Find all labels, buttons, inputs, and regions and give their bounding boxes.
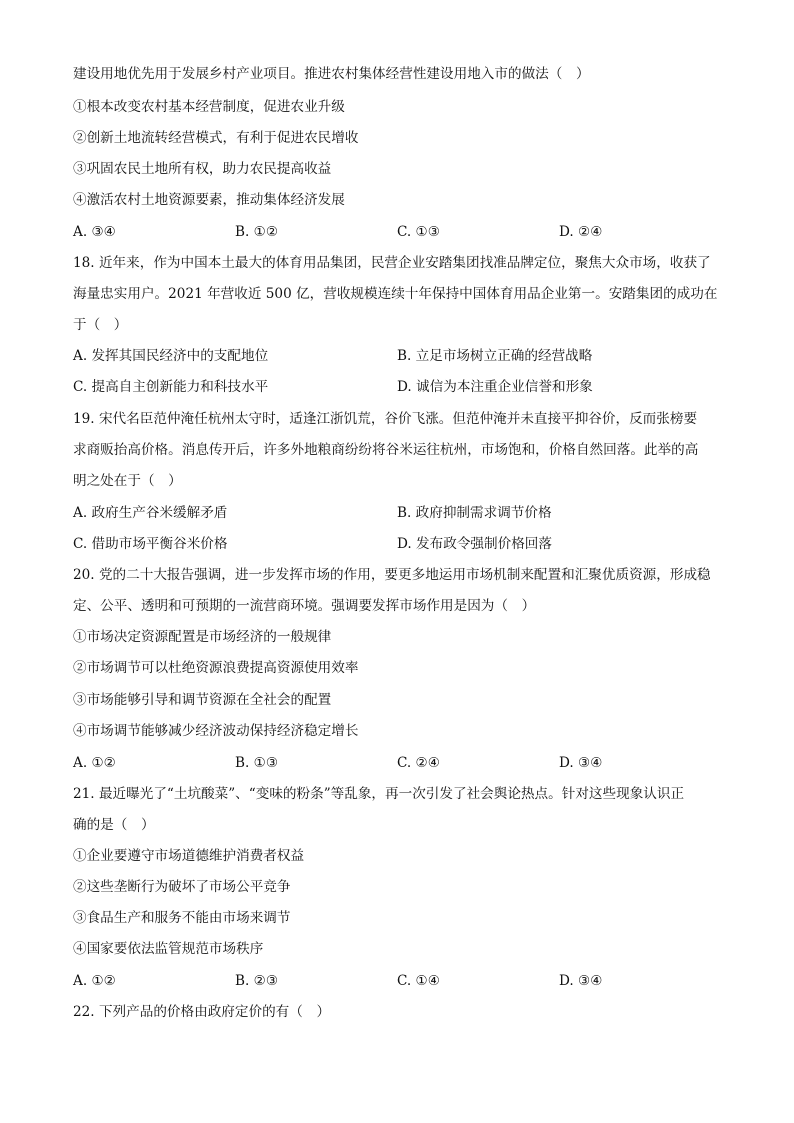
q21-statement-3: ③食品生产和服务不能由市场来调节	[73, 910, 291, 926]
q21-statement-4: ④国家要依法监管规范市场秩序	[73, 941, 264, 957]
q17-option-a: A. ③④	[73, 224, 116, 240]
q17-statement-1: ①根本改变农村基本经营制度，促进农业升级	[73, 99, 345, 115]
q19-stem-line-2: 求商贩抬高价格。消息传开后，许多外地粮商纷纷将谷米运往杭州，市场饱和，价格自然回落。此举的高	[73, 442, 699, 458]
q21-option-b: B. ②③	[235, 973, 279, 989]
q20-statement-2: ②市场调节可以杜绝资源浪费提高资源使用效率	[73, 660, 359, 676]
q18-option-c: C. 提高自主创新能力和科技水平	[73, 379, 269, 395]
q18-stem-line-1: 18. 近年来，作为中国本土最大的体育用品集团，民营企业安踏集团找准品牌定位，聚焦大众市场，收获了	[73, 255, 711, 271]
q21-option-d: D. ③④	[559, 973, 603, 989]
q20-stem-line-1: 20. 党的二十大报告强调，进一步发挥市场的作用，要更多地运用市场机制来配置和汇聚优质资源，形成稳	[73, 567, 711, 583]
q21-option-c: C. ①④	[397, 973, 440, 989]
q17-statement-2: ②创新土地流转经营模式，有利于促进农民增收	[73, 130, 359, 146]
q18-option-d: D. 诚信为本注重企业信誉和形象	[397, 379, 593, 395]
q19-stem-line-3: 明之处在于（ ）	[73, 473, 182, 489]
q18-stem-line-2: 海量忠实用户。2021 年营收近 500 亿，营收规模连续十年保持中国体育用品企业第一。安踏集团的成功在	[73, 286, 718, 302]
q21-statement-1: ①企业要遵守市场道德维护消费者权益	[73, 848, 305, 864]
q17-option-d: D. ②④	[559, 224, 603, 240]
q19-option-d: D. 发布政令强制价格回落	[397, 536, 552, 552]
q18-stem-line-3: 于（ ）	[73, 317, 128, 333]
q20-option-c: C. ②④	[397, 755, 440, 771]
q20-option-b: B. ①③	[235, 755, 279, 771]
q17-stem-tail: 建设用地优先用于发展乡村产业项目。推进农村集体经营性建设用地入市的做法（ ）	[73, 66, 590, 82]
q22-stem: 22. 下列产品的价格由政府定价的有（ ）	[73, 1004, 331, 1020]
q21-option-a: A. ①②	[73, 973, 116, 989]
q20-stem-line-2: 定、公平、透明和可预期的一流营商环境。强调要发挥市场作用是因为（ ）	[73, 598, 536, 614]
q20-statement-3: ③市场能够引导和调节资源在全社会的配置	[73, 692, 332, 708]
q19-option-c: C. 借助市场平衡谷米价格	[73, 536, 228, 552]
q20-option-d: D. ③④	[559, 755, 603, 771]
q21-statement-2: ②这些垄断行为破坏了市场公平竞争	[73, 879, 291, 895]
q17-option-c: C. ①③	[397, 224, 440, 240]
q19-option-a: A. 政府生产谷米缓解矛盾	[73, 505, 228, 521]
q19-option-b: B. 政府抑制需求调节价格	[397, 505, 552, 521]
q17-statement-4: ④激活农村土地资源要素，推动集体经济发展	[73, 192, 345, 208]
q18-option-b: B. 立足市场树立正确的经营战略	[397, 348, 593, 364]
q18-option-a: A. 发挥其国民经济中的支配地位	[73, 348, 269, 364]
q20-statement-1: ①市场决定资源配置是市场经济的一般规律	[73, 629, 332, 645]
q20-statement-4: ④市场调节能够减少经济波动保持经济稳定增长	[73, 723, 359, 739]
q17-statement-3: ③巩固农民土地所有权，助力农民提高收益	[73, 161, 332, 177]
q17-option-b: B. ①②	[235, 224, 279, 240]
q21-stem-line-1: 21. 最近曝光了“土坑酸菜”、“变味的粉条”等乱象，再一次引发了社会舆论热点。针对这些现象认识正	[73, 786, 685, 802]
q21-stem-line-2: 确的是（ ）	[73, 817, 155, 833]
q20-option-a: A. ①②	[73, 755, 116, 771]
q19-stem-line-1: 19. 宋代名臣范仲淹任杭州太守时，适逢江浙饥荒，谷价飞涨。但范仲淹并未直接平抑谷价，反而张榜要	[73, 411, 698, 427]
